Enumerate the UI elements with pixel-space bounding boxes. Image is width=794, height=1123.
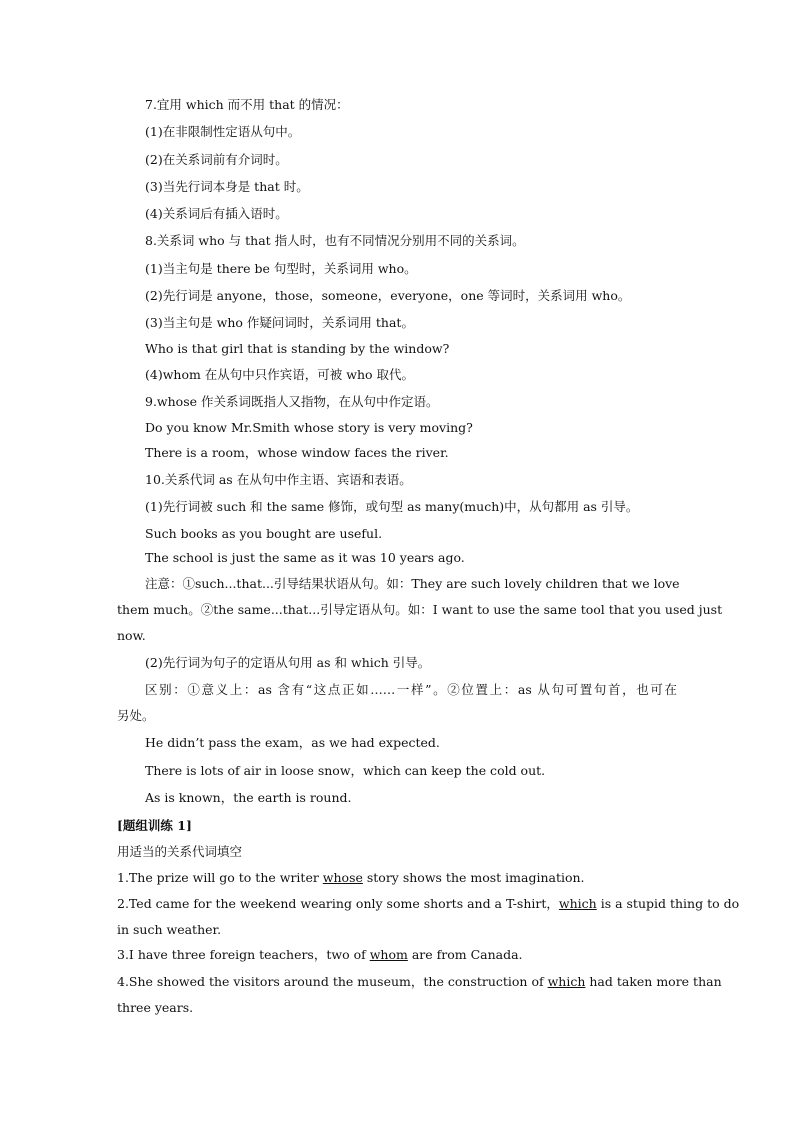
rule-10-example-4: There is lots of air in loose snow，which can keep the cold out. (145, 763, 546, 778)
question-3 (117, 947, 677, 963)
question-4-before: 4.She showed the visitors around the museum，the construction of (117, 974, 548, 989)
rule-10-example-5: As is known，the earth is round. (145, 790, 352, 805)
rule-7-item-4: (4)关系词后有插入语时。 (145, 206, 288, 221)
question-4-answer: which (547, 974, 586, 989)
difference-line-2: 另处。 (117, 708, 155, 723)
rule-8-title: 8.关系词 who 与 that 指人时，也有不同情况分别用不同的关系词。 (145, 233, 525, 248)
rule-10-item-2: (2)先行词为句子的定语从句用 as 和 which 引导。 (145, 655, 431, 670)
question-3-answer: whom (369, 947, 408, 962)
question-1-after: story shows the most imagination. (362, 870, 585, 885)
rule-8-item-2: (2)先行词是 anyone，those，someone，everyone，one 等词时，关系词用 who。 (145, 288, 631, 303)
question-2-line-2: in such weather. (117, 922, 222, 937)
rule-10-item-1: (1)先行词被 such 和 the same 修饰，或句型 as many(much)中，从句都用 as 引导。 (145, 499, 639, 514)
question-4-line-1 (117, 974, 722, 990)
note-line-1: 注意：①such...that...引导结果状语从句。如：They are such lovely children that we love (145, 576, 680, 591)
rule-7-item-3: (3)当先行词本身是 that 时。 (145, 179, 309, 194)
rule-9-example-1: Do you know Mr.Smith whose story is very moving? (145, 420, 473, 435)
exercise-instruction: 用适当的关系代词填空 (117, 844, 243, 859)
question-2-before: 2.Ted came for the weekend wearing only some shorts and a T-shirt， (117, 896, 559, 911)
question-4-line-2: three years. (117, 1000, 194, 1015)
question-2-answer: which (558, 896, 597, 911)
question-3-before: 3.I have three foreign teachers，two of (117, 947, 370, 962)
question-1 (117, 870, 677, 886)
question-2-after: is a stupid thing to do (596, 896, 740, 911)
rule-7-item-1: (1)在非限制性定语从句中。 (145, 124, 301, 139)
rule-8-item-1: (1)当主句是 there be 句型时，关系词用 who。 (145, 261, 417, 276)
question-1-answer: whose (322, 870, 363, 885)
question-3-after: are from Canada. (407, 947, 523, 962)
rule-9-example-2: There is a room，whose window faces the river. (145, 445, 449, 460)
question-1-before: 1.The prize will go to the writer (117, 870, 323, 885)
question-2-line-1 (117, 896, 740, 912)
exercise-header: [题组训练 1] (117, 818, 192, 833)
rule-8-example: Who is that girl that is standing by the window? (145, 341, 450, 356)
note-line-2: them much。②the same...that...引导定语从句。如：I want to use the same tool that you used just (117, 602, 723, 617)
rule-8-item-4: (4)whom 在从句中只作宾语，可被 who 取代。 (145, 367, 415, 382)
note-line-3: now. (117, 628, 146, 643)
rule-7-item-2: (2)在关系词前有介词时。 (145, 152, 288, 167)
rule-9-title: 9.whose 作关系词既指人又指物，在从句中作定语。 (145, 394, 439, 409)
rule-10-example-1: Such books as you bought are useful. (145, 526, 383, 541)
rule-8-item-3: (3)当主句是 who 作疑问词时，关系词用 that。 (145, 315, 414, 330)
rule-10-title: 10.关系代词 as 在从句中作主语、宾语和表语。 (145, 472, 412, 487)
rule-10-example-2: The school is just the same as it was 10 years ago. (145, 550, 465, 565)
difference-line-1: 区别：①意义上：as 含有“这点正如……一样”。②位置上：as 从句可置句首，也可在 (145, 682, 677, 697)
question-4-after: had taken more than (585, 974, 722, 989)
rule-10-example-3: He didn’t pass the exam，as we had expected. (145, 735, 440, 750)
rule-7-title: 7.宜用 which 而不用 that 的情况： (145, 97, 349, 112)
